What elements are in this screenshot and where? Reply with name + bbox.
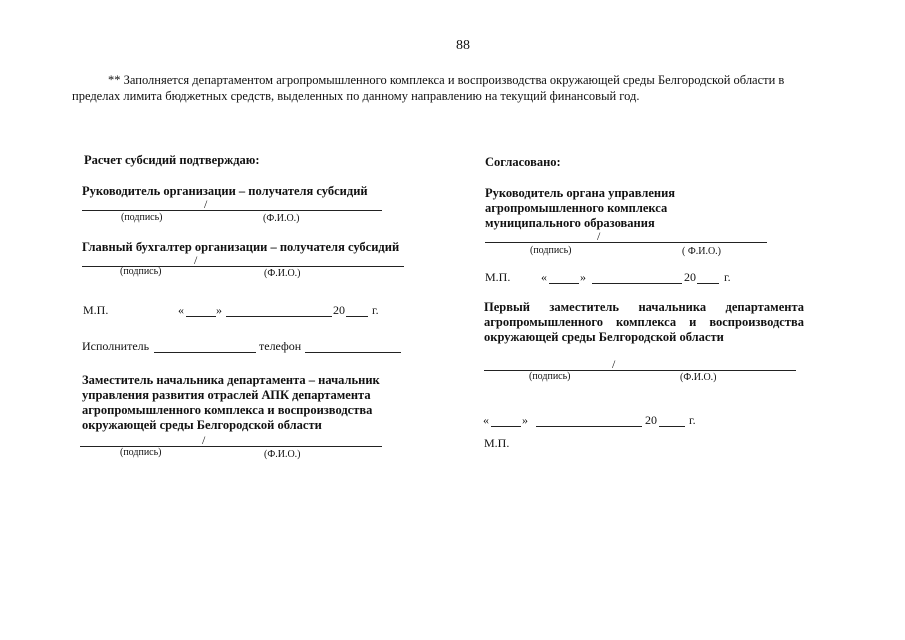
footnote-line-1: ** Заполняется департаментом агропромышленного комплекса и воспроизводства окружающей среды Белгородской области в xyxy=(108,73,785,87)
municipal-head-line-3: муниципального образования xyxy=(485,216,655,230)
left-date-year-line xyxy=(346,316,368,317)
first-deputy-line-1-text: Первый заместитель начальника департамента xyxy=(484,300,804,314)
right-year-prefix: 20 xyxy=(684,270,696,284)
right-date-close: » xyxy=(580,270,586,284)
bottom-date-year-line xyxy=(659,426,685,427)
right-date-month-line xyxy=(592,283,682,284)
bottom-date-open: « xyxy=(483,413,489,427)
left-date-day-line xyxy=(186,316,216,317)
deputy-head-line-2: управления развития отраслей АПК департамента xyxy=(82,388,371,402)
municipal-head-slash: / xyxy=(597,229,601,243)
first-deputy-line-2-text: агропромышленного комплекса и воспроизводства xyxy=(484,315,804,329)
first-deputy-signature-caption: (подпись) xyxy=(529,371,571,382)
agreed-heading: Согласовано: xyxy=(485,155,561,169)
page-number: 88 xyxy=(456,38,470,53)
phone-label: телефон xyxy=(259,339,302,353)
phone-line xyxy=(305,352,401,353)
first-deputy-line-1 xyxy=(484,300,804,315)
bottom-date-day-line xyxy=(491,426,521,427)
chief-accountant-name-caption: (Ф.И.О.) xyxy=(264,268,301,279)
confirm-heading: Расчет субсидий подтверждаю: xyxy=(84,153,260,167)
municipal-head-name-caption: ( Ф.И.О.) xyxy=(682,246,722,257)
head-org-signature-line xyxy=(82,210,382,211)
bottom-date-month-line xyxy=(536,426,642,427)
executor-label: Исполнитель xyxy=(82,339,150,353)
right-stamp: М.П. xyxy=(485,270,511,284)
deputy-head-line-4: окружающей среды Белгородской области xyxy=(82,418,322,432)
chief-accountant-label: Главный бухгалтер организации – получателя субсидий xyxy=(82,240,400,254)
left-date-month-line xyxy=(226,316,332,317)
left-date-open: « xyxy=(178,303,184,317)
deputy-head-line-3: агропромышленного комплекса и воспроизводства xyxy=(82,403,373,417)
executor-line xyxy=(154,352,256,353)
head-org-label: Руководитель организации – получателя субсидий xyxy=(82,184,368,198)
bottom-stamp: М.П. xyxy=(484,436,510,450)
bottom-year-prefix: 20 xyxy=(645,413,657,427)
first-deputy-slash: / xyxy=(612,357,616,371)
bottom-date-close: » xyxy=(522,413,528,427)
deputy-head-slash: / xyxy=(202,433,206,447)
deputy-head-signature-caption: (подпись) xyxy=(120,447,162,458)
left-year-suffix: г. xyxy=(372,303,379,317)
first-deputy-line-3: окружающей среды Белгородской области xyxy=(484,330,724,344)
left-date-close: » xyxy=(216,303,222,317)
bottom-year-suffix: г. xyxy=(689,413,696,427)
footnote-line-2: пределах лимита бюджетных средств, выделенных по данному направлению на текущий финансовый год. xyxy=(72,89,640,103)
deputy-head-name-caption: (Ф.И.О.) xyxy=(264,449,301,460)
municipal-head-line-1: Руководитель органа управления xyxy=(485,186,676,200)
right-year-suffix: г. xyxy=(724,270,731,284)
chief-accountant-slash: / xyxy=(194,253,198,267)
first-deputy-name-caption: (Ф.И.О.) xyxy=(680,372,717,383)
right-date-open: « xyxy=(541,270,547,284)
deputy-head-line-1: Заместитель начальника департамента – начальник xyxy=(82,373,380,387)
chief-accountant-signature-caption: (подпись) xyxy=(120,266,162,277)
left-stamp: М.П. xyxy=(83,303,109,317)
right-date-day-line xyxy=(549,283,579,284)
municipal-head-signature-caption: (подпись) xyxy=(530,245,572,256)
left-year-prefix: 20 xyxy=(333,303,345,317)
head-org-signature-caption: (подпись) xyxy=(121,212,163,223)
right-date-year-line xyxy=(697,283,719,284)
head-org-slash: / xyxy=(204,197,208,211)
municipal-head-line-2: агропромышленного комплекса xyxy=(485,201,668,215)
municipal-head-signature-line xyxy=(485,242,767,243)
first-deputy-line-2 xyxy=(484,315,804,330)
head-org-name-caption: (Ф.И.О.) xyxy=(263,213,300,224)
